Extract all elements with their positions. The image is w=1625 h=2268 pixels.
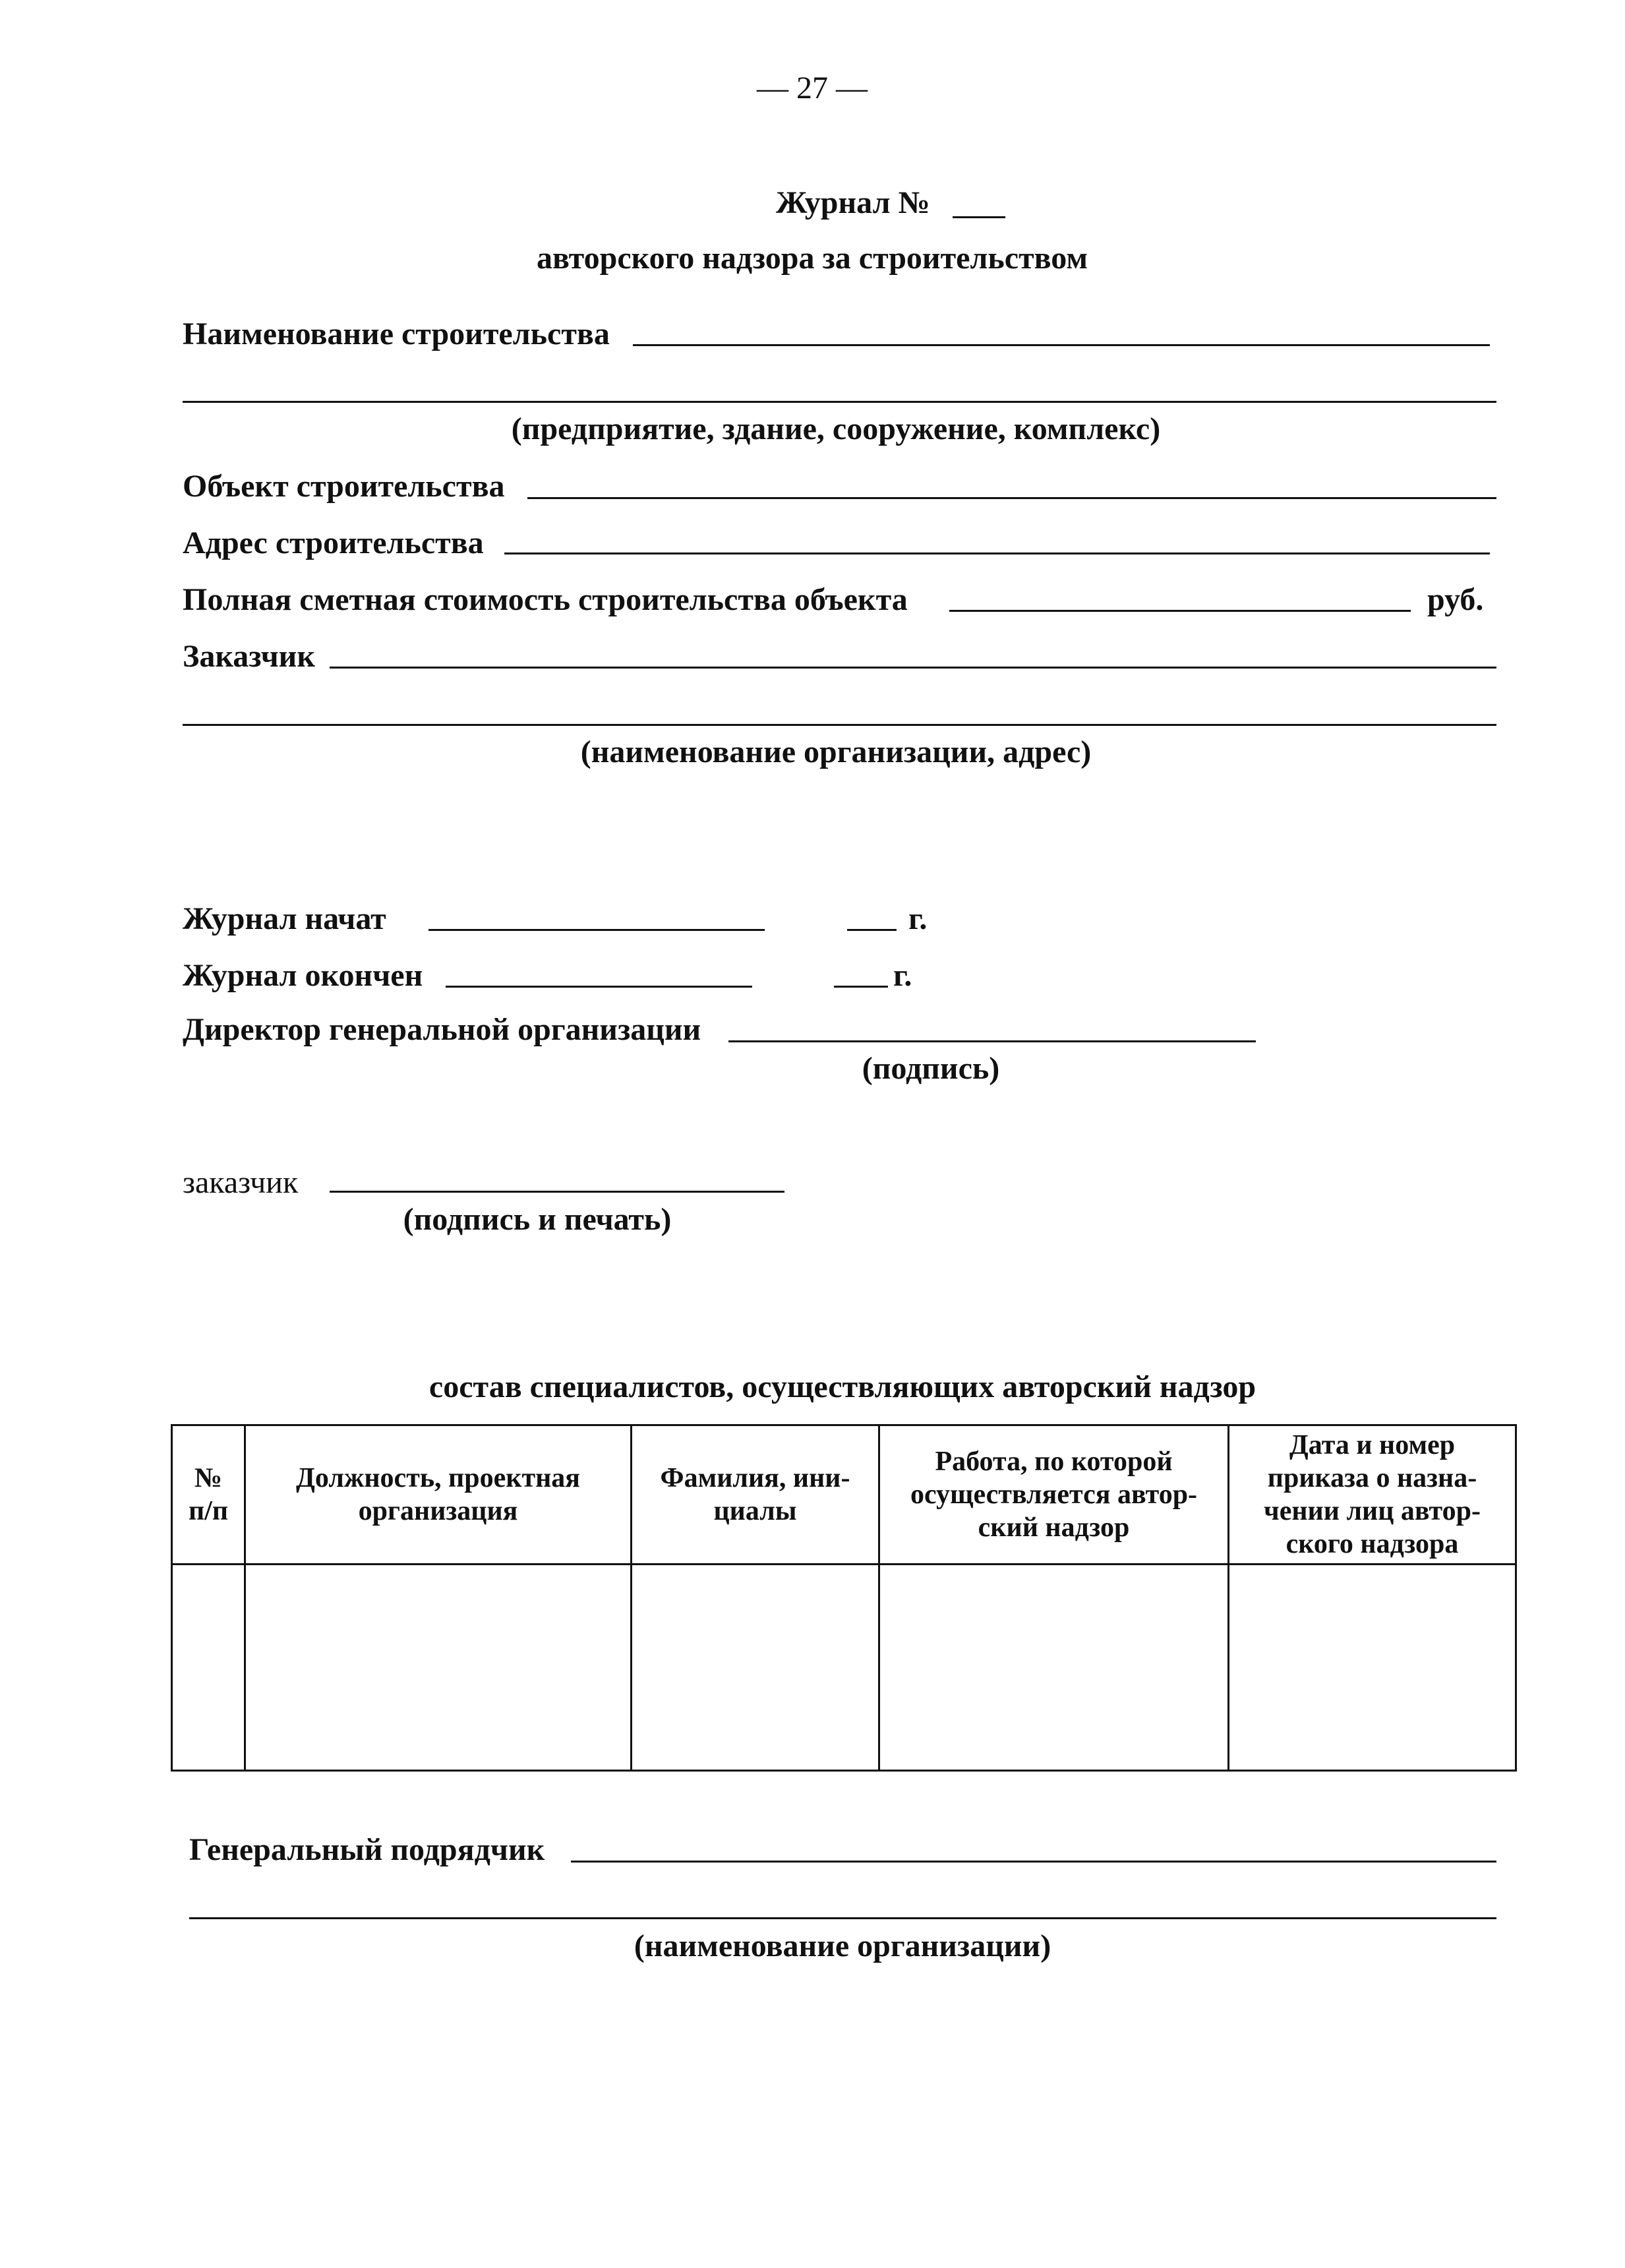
column-header-line: циалы [713,1496,797,1526]
full-cost-label: Полная сметная стоимость строительства объекта [183,582,908,617]
column-header-line: организация [358,1496,518,1526]
journal-title: Журнал № [776,185,930,220]
table-cell-work[interactable] [879,1565,1229,1771]
customer-signature-line[interactable] [330,1191,784,1193]
customer-line-2[interactable] [183,724,1496,726]
director-signature-line[interactable] [728,1040,1256,1042]
table-cell-name[interactable] [632,1565,879,1771]
column-header-line: Должность, проектная [296,1463,580,1493]
column-header-line: приказа о назна- [1267,1463,1477,1493]
currency-label: руб. [1427,582,1484,617]
journal-started-date-line[interactable] [428,929,765,931]
specialists-title: состав специалистов, осуществляющих авторский надзор [428,1369,1256,1404]
construction-name-line-2[interactable] [183,401,1496,403]
column-header-line: Работа, по которой [935,1447,1173,1477]
general-contractor-line[interactable] [571,1861,1496,1863]
general-contractor-label: Генеральный подрядчик [189,1832,545,1867]
full-cost-line[interactable] [949,610,1411,612]
journal-finished-label: Журнал окончен [183,958,423,993]
journal-number-line[interactable] [953,216,1005,218]
column-header-line: чении лиц автор- [1264,1496,1481,1526]
table-cell-position[interactable] [245,1565,632,1771]
table-cell-order[interactable] [1229,1565,1516,1771]
general-contractor-line-2[interactable] [189,1917,1496,1919]
journal-finished-year-line[interactable] [834,986,888,988]
customer-signature-hint: (подпись и печать) [403,1202,672,1237]
director-hint: (подпись) [862,1051,1000,1086]
journal-subtitle: авторского надзора за строительством [536,241,1088,276]
page-number: — 27 — [757,71,868,105]
construction-name-label: Наименование строительства [183,316,610,351]
column-header-line: ский надзор [978,1512,1130,1543]
customer-label: Заказчик [183,639,315,674]
address-label: Адрес строительства [183,525,484,560]
column-header-work [879,1425,1229,1565]
customer-hint: (наименование организации, адрес) [580,734,1092,769]
column-header-line: ского надзора [1285,1529,1459,1559]
column-header-line: осуществляется автор- [910,1479,1198,1510]
journal-started-label: Журнал начат [183,901,386,936]
specialists-table [171,1424,1517,1772]
journal-started-year-line[interactable] [847,929,897,931]
object-label: Объект строительства [183,469,505,504]
specialists-header-row [172,1425,1516,1565]
journal-finished-year-suffix: г. [893,958,912,993]
column-header-number [172,1425,245,1565]
column-header-order [1229,1425,1516,1565]
director-label: Директор генеральной организации [183,1012,701,1047]
object-line[interactable] [527,497,1496,499]
table-row [172,1565,1516,1771]
customer-line[interactable] [330,667,1496,669]
construction-name-line[interactable] [633,344,1490,346]
journal-started-year-suffix: г. [908,901,928,936]
column-header-line: Фамилия, ини- [660,1463,850,1493]
customer-signature-label: заказчик [183,1165,299,1200]
construction-name-hint: (предприятие, здание, сооружение, комплекс) [511,411,1161,446]
column-header-position [245,1425,632,1565]
journal-finished-date-line[interactable] [446,986,752,988]
table-cell-number[interactable] [172,1565,245,1771]
column-header-line: п/п [188,1496,229,1526]
column-header-name [632,1425,879,1565]
column-header-line: Дата и номер [1289,1430,1456,1460]
address-line[interactable] [504,552,1490,554]
column-header-line: № [194,1463,223,1493]
general-contractor-hint: (наименование организации) [634,1928,1051,1963]
